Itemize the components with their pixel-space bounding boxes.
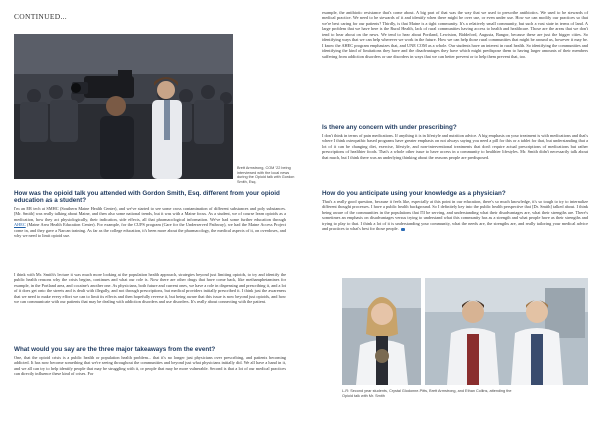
continued-label: CONTINUED... bbox=[14, 12, 67, 21]
right-heading-3: How do you anticipate using your knowledge as a physician? bbox=[322, 190, 506, 197]
students-photo-caption: L-R: Second year students, Crystal Glodonne-Pitts, Brett Armstrong, and Ethan Collins, attending the Opioid talk with Mr. Smith bbox=[342, 389, 512, 398]
section1-paragraph-1 bbox=[14, 206, 286, 239]
students-group-art bbox=[425, 278, 588, 385]
right-paragraph-2: I don't think in terms of pain medications. If anything it is in lifestyle and nutrition advice. A big emphasis on your treatment is with medications and that's where I think osteopathic based programs have greater emphasis on not always saying you need a pill for this or a tablet for that, but understanding that a lot of it can be changing diet, exercise, lifestyle, and non-interventional treatments that don't require actual prescriptions of medications but rather prescriptions of healthier foods. That's a whole other issue to have access in a community to healthier lifestyles. Mr. Smith didn't necessarily talk about that much, but I think there was an underlying thinking about the reasons people are predisposed. bbox=[322, 133, 588, 160]
right-paragraph-3-text: That's a really good question, because it feels like, especially at this point in our education, there's so much knowledge, it's so tough to try to internalize different thought processes. I have a public health background. So I definitely key into the public health perspective that [Dr. Smith] talked about. I think being aware of the communities in the populations that I'll be serving, and understanding what their disadvantages are, what their strengths are. There's sometimes an emphasis on disadvantages versus trying to understand what this community has as a strength and what people have as their strengths and trying to play to that. I think a lot of it is understanding your community, what the needs are, the strengths are, and really tailoring your medical advice and practices to what's best for those people. bbox=[322, 199, 588, 232]
right-paragraph-top: example, the antibiotic resistance that's come about. A big part of that was the way that we used to prescribe antibiotics. We used to be stewards of medical practice. We need to be stewards of it and identify when there might be over use, or even under use. How we can modify our practices so that we're best caring for our patients? Thirdly, is that Maine is a tight community. It's a relatively small community, but such a vast state in terms of land. A large problem that we have here is the Rural Health, lack of rural communities having access to health and healthcare. Those are the areas that we don't tend to hear about on the news. We tend to hear about Portland, Lewiston, Biddeford, Augusta, Bangor, because these are just the bigger cities. So identifying ways that we can help wherever we work in the future. How we can help those rural communities that might be around us, however it may be. I know the AHEC program emphasizes that, and UNE COM as a whole. Our students have an interest in rural health. So identifying the communities and identifying the kind of limitations they have and the disadvantages they have which might predispose them to having larger amounts of their members suffering from addiction disorders or use disorders in ways that we can better prevent or to help them prevent that, too. bbox=[322, 10, 588, 59]
student-portrait-art bbox=[342, 278, 421, 385]
students-photo-row bbox=[342, 278, 588, 385]
students-group-photo bbox=[425, 278, 588, 385]
article-end-mark-icon bbox=[401, 228, 405, 231]
right-paragraph-3 bbox=[322, 199, 588, 232]
ahec-link[interactable]: AHEC bbox=[14, 222, 26, 228]
interview-photo-caption: Brett Armstrong, COM '22 being interviewed with the local news during the Opioid talk with Gordon Smith, Esq. bbox=[237, 166, 295, 184]
student-portrait-photo bbox=[342, 278, 421, 385]
interview-photo-art bbox=[14, 34, 233, 179]
section1-heading: How was the opioid talk you attended with Gordon Smith, Esq. different from your opioid education as a student? bbox=[14, 190, 280, 205]
section2-heading: What would you say are the three major takeaways from the event? bbox=[14, 346, 216, 353]
interview-photo bbox=[14, 34, 233, 179]
section1-paragraph-1-a: I'm an ER tech at SMHC (Southern Maine Health Center), and we've started to see some cross contamination of different substances and poly substances. [Mr. Smith] was really talking about Maine, and then also some national trends, but it was with a Maine focus. As a student, we of course learn opioids as a medication, how they act physiologically, their indication, side effects, all that pharmacological information. We've had some further education through bbox=[14, 206, 286, 222]
section2-paragraph: One, that the opioid crisis is a public health or population health problem... that it's no longer just physicians over prescribing, and patients becoming addicted. It has now become something that we're seeing throughout the communities and beyond just what physicians initially did. We all have a hand in it, and we all can try to help identify people that may be struggling with it, or people that may be more vulnerable. Second is that a lot of our medical practices can directly influence these kind of crises. For bbox=[14, 355, 286, 377]
right-heading-2: Is there any concern with under prescribing? bbox=[322, 124, 457, 131]
section1-paragraph-1-b: (Maine Area Health Education Center). For example, for the CUPS program (Care for the Underserved Pathway), we had the Maine Access Project come in, and they gave a Narcan training. As far as the college education, it's been more about the pharmacology, the medical aspects of it, on overdoses, and why we need to limit opioid use. bbox=[14, 222, 286, 239]
section1-paragraph-2: I think with Mr. Smith's lecture it was much more looking at the population health approach, strategies beyond just limiting opioids, to try and identify the public health reasons why the crisis begins, continues and what our role is. Now there are other drugs that have come back, like methamphetamines for example, in the Portland area, and cocaine's another one. As physicians, both future and current ones, we have a role in dispensing and prescribing it, and a lot of it does get onto the streets and is dealt with illegally, and not through prescriptions, but medical providers initially prescribed it. I think just the awareness that we need to make every effort we can to limit its effects and then hopefully reverse it, but being aware that this issue is now beyond just opioids, and how we can communicate with our patients that may be dealing with addiction disorders and use disorders. It's really about connecting with the patient. bbox=[14, 272, 286, 305]
